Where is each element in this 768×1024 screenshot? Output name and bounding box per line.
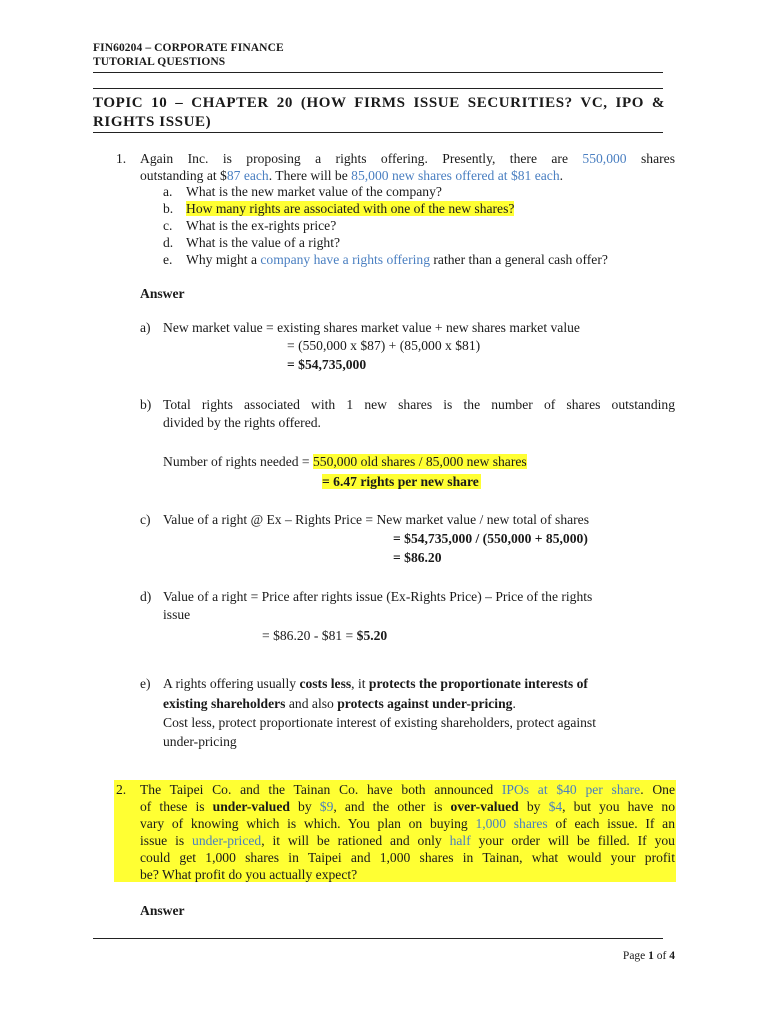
answer-b-line-1: Total rights associated with 1 new shares is the number of shares outstanding [163,397,675,412]
q2-half: half [449,833,471,848]
q2-text: , it will be rationed and only [261,833,450,848]
answer-e-bold: existing shareholders [163,696,286,711]
answer-d-result: $5.20 [356,628,388,643]
answer-d-line-1: Value of a right = Price after rights issue (Ex-Rights Price) – Price of the rights [163,589,593,604]
q2-text: of each issue. If an [547,816,675,831]
answer-a-line-2: = (550,000 x $87) + (85,000 x $81) [287,338,481,353]
q2-under-priced: under-priced [192,833,262,848]
answer-d-label: d) [140,589,152,604]
q1-text: . [559,168,564,183]
answer-d-line-3 [262,627,387,644]
q1-item-a-letter: a. [163,184,173,199]
q2-text: . One [640,782,675,797]
answer-e-bold: protects against under-pricing [337,696,513,711]
question-2-line-4 [140,832,675,849]
q2-under-valued: under-valued [212,799,290,814]
q2-text: , and the other is [333,799,451,814]
q2-share-count: 1,000 shares [475,816,548,831]
q1-text: shares [626,151,675,166]
answer-c-line-1: Value of a right @ Ex – Rights Price = New market value / new total of shares [163,512,589,527]
page-of: of [653,950,670,962]
q2-text: issue is [140,833,193,848]
q2-text: your order will be filled. If you [470,833,675,848]
footer-rule [93,938,663,939]
answer-a-line-1: New market value = existing shares market value + new shares market value [163,320,580,335]
question-2-number: 2. [116,782,127,797]
q2-ipo-price: IPOs at $40 per share [501,782,641,797]
page-total: 4 [669,950,675,962]
course-title: FIN60204 – CORPORATE FINANCE [93,42,284,54]
q1-text: outstanding at $ [140,168,227,183]
question-2-line-3 [140,815,675,832]
q1-item-e-letter: e. [163,252,173,267]
answer-b-result [322,473,481,490]
question-1-line-1 [140,150,675,167]
question-2-line-6: be? What profit do you actually expect? [140,867,358,882]
answer-b-highlight: 550,000 old shares / 85,000 new shares [312,454,527,469]
answer-e-text: and also [285,696,338,711]
answer-a-result: = $54,735,000 [287,357,367,372]
q2-under-amount: $9 [319,799,334,814]
q1-item-d-letter: d. [163,235,174,250]
q2-text: , but you have no [562,799,676,814]
topic-rule-bottom [93,132,663,133]
answer-e-line-4: under-pricing [163,734,237,749]
q1-item-c-letter: c. [163,218,173,233]
question-1-line-2 [140,167,563,184]
header-rule [93,72,663,73]
q1-item-a: What is the new market value of the company? [186,184,442,199]
question-2-line-1 [140,781,675,798]
answer-b-text: Number of rights needed = [163,454,313,469]
q1-text: Again Inc. is proposing a rights offering. Presently, there are [140,151,583,166]
page-current: 1 [648,950,654,962]
answer-e-label: e) [140,676,151,691]
question-2-line-5: could get 1,000 shares in Taipei and 1,000 shares in Tainan, what would your profit [140,850,675,865]
answer-e-text: A rights offering usually [163,676,300,691]
q1-item-b-text: How many rights are associated with one of the new shares? [186,201,515,216]
answer-e-line-3: Cost less, protect proportionate interest of existing shareholders, protect against [163,715,597,730]
question-1-number: 1. [116,151,127,166]
answer-e-line-1 [163,675,588,692]
q1-item-e-highlight: company have a rights offering [260,252,430,267]
q1-item-e [186,251,608,268]
answer-b-line-3 [163,453,527,470]
q2-text: by [289,799,320,814]
answer-b-result-text: = 6.47 rights per new share [322,474,479,489]
q1-item-d: What is the value of a right? [186,235,341,250]
q1-item-e-text: Why might a [186,252,261,267]
question-2-line-2 [140,798,675,815]
answer-label: Answer [140,286,185,301]
page-number [600,950,675,962]
answer-d-text: = $86.20 - $81 = [262,628,357,643]
q2-over-amount: $4 [548,799,563,814]
q2-text: by [518,799,549,814]
answer-b-line-2: divided by the rights offered. [163,415,321,430]
answer-d-line-2: issue [163,607,191,622]
answer-c-line-2: = $54,735,000 / (550,000 + 85,000) [393,531,588,546]
answer-e-bold: protects the proportionate interests of [368,676,588,691]
document-subtitle: TUTORIAL QUESTIONS [93,56,226,68]
answer-e-text: , it [351,676,369,691]
answer-c-result: = $86.20 [393,550,442,565]
answer-e-bold: costs less [299,676,352,691]
topic-heading: TOPIC 10 – CHAPTER 20 (HOW FIRMS ISSUE SECURITIES? VC, IPO & RIGHTS ISSUE) [93,95,665,130]
q1-shares-outstanding: 550,000 [582,151,627,166]
q1-new-shares: 85,000 new shares offered at $81 each [351,168,560,183]
answer-e-line-2 [163,695,516,712]
q1-text: . There will be [268,168,352,183]
answer-b-label: b) [140,397,152,412]
q1-item-e-text: rather than a general cash offer? [430,252,608,267]
answer-e-text: . [512,696,516,711]
answer-a-label: a) [140,320,151,335]
answer-2-label: Answer [140,903,185,918]
q2-text: The Taipei Co. and the Tainan Co. have both announced [140,782,502,797]
topic-rule-top [93,88,663,89]
q1-item-b-letter: b. [163,201,174,216]
answer-c-label: c) [140,512,151,527]
q1-item-b [186,200,514,217]
q1-share-price: 87 each [226,168,269,183]
q2-text: of these is [140,799,213,814]
q2-over-valued: over-valued [450,799,519,814]
q2-text: vary of knowing which is which. You plan on buying [140,816,476,831]
page-word: Page [622,950,649,962]
q1-item-c: What is the ex-rights price? [186,218,337,233]
